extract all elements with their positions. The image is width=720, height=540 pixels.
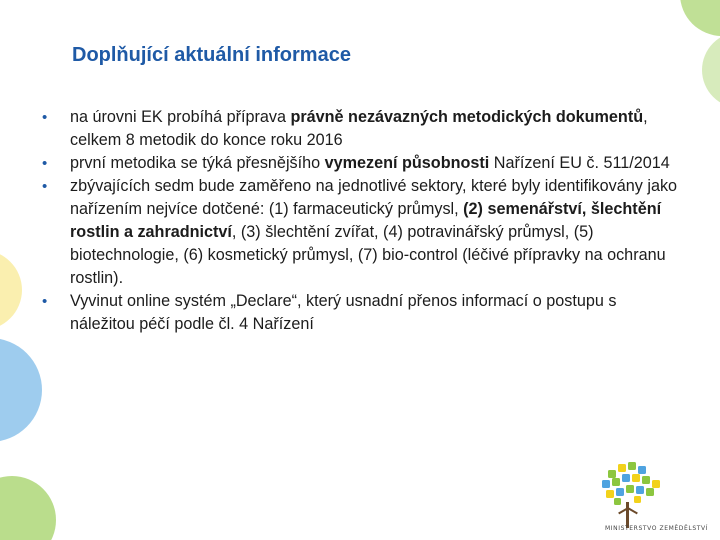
bullet-text: Vyvinut online systém „Declare“, který usnadní přenos informací o postupu s náležitou péčí podle čl. 4 Nařízení xyxy=(70,292,617,333)
deco-circle-green-top xyxy=(680,0,720,36)
bullet-item xyxy=(42,175,682,290)
deco-circle-yellow-left xyxy=(0,250,22,330)
bullet-text: první metodika se týká přesnějšího xyxy=(70,154,325,172)
bullet-text: Nařízení EU č. 511/2014 xyxy=(489,154,670,172)
bullet-list xyxy=(42,106,682,336)
bullet-text-bold: (2) semenářství, šlechtění rostlin a zahradnictví xyxy=(70,200,662,241)
logo-text: MINISTERSTVO ZEMĚDĚLSTVÍ xyxy=(605,525,709,532)
bullet-item xyxy=(42,290,682,336)
bullet-item xyxy=(42,106,682,152)
bullet-text-bold: právně nezávazných metodických dokumentů xyxy=(290,108,644,126)
deco-circle-green-bottom-left xyxy=(0,476,56,540)
bullet-text-bold: vymezení působnosti xyxy=(324,154,490,172)
bullet-text: zbývajících sedm bude zaměřeno na jednotlivé sektory, které byly identifikovány jako nařízením nejvíce dotčené: (1) farmaceutický průmysl, xyxy=(70,177,678,218)
slide-title: Doplňující aktuální informace xyxy=(72,44,351,66)
deco-circle-green-right xyxy=(702,32,720,108)
bullet-item xyxy=(42,152,682,175)
bullet-text: , (3) šlechtění zvířat, (4) potravinářský průmysl, (5) biotechnologie, (6) kosmetický průmysl, (7) bio-control (léčivé přípravky na ochranu rostlin). xyxy=(70,223,666,287)
bullet-text: na úrovni EK probíhá příprava xyxy=(70,108,291,126)
deco-circle-blue-left xyxy=(0,338,42,442)
bullet-text: , celkem 8 metodik do konce roku 2016 xyxy=(70,108,648,149)
